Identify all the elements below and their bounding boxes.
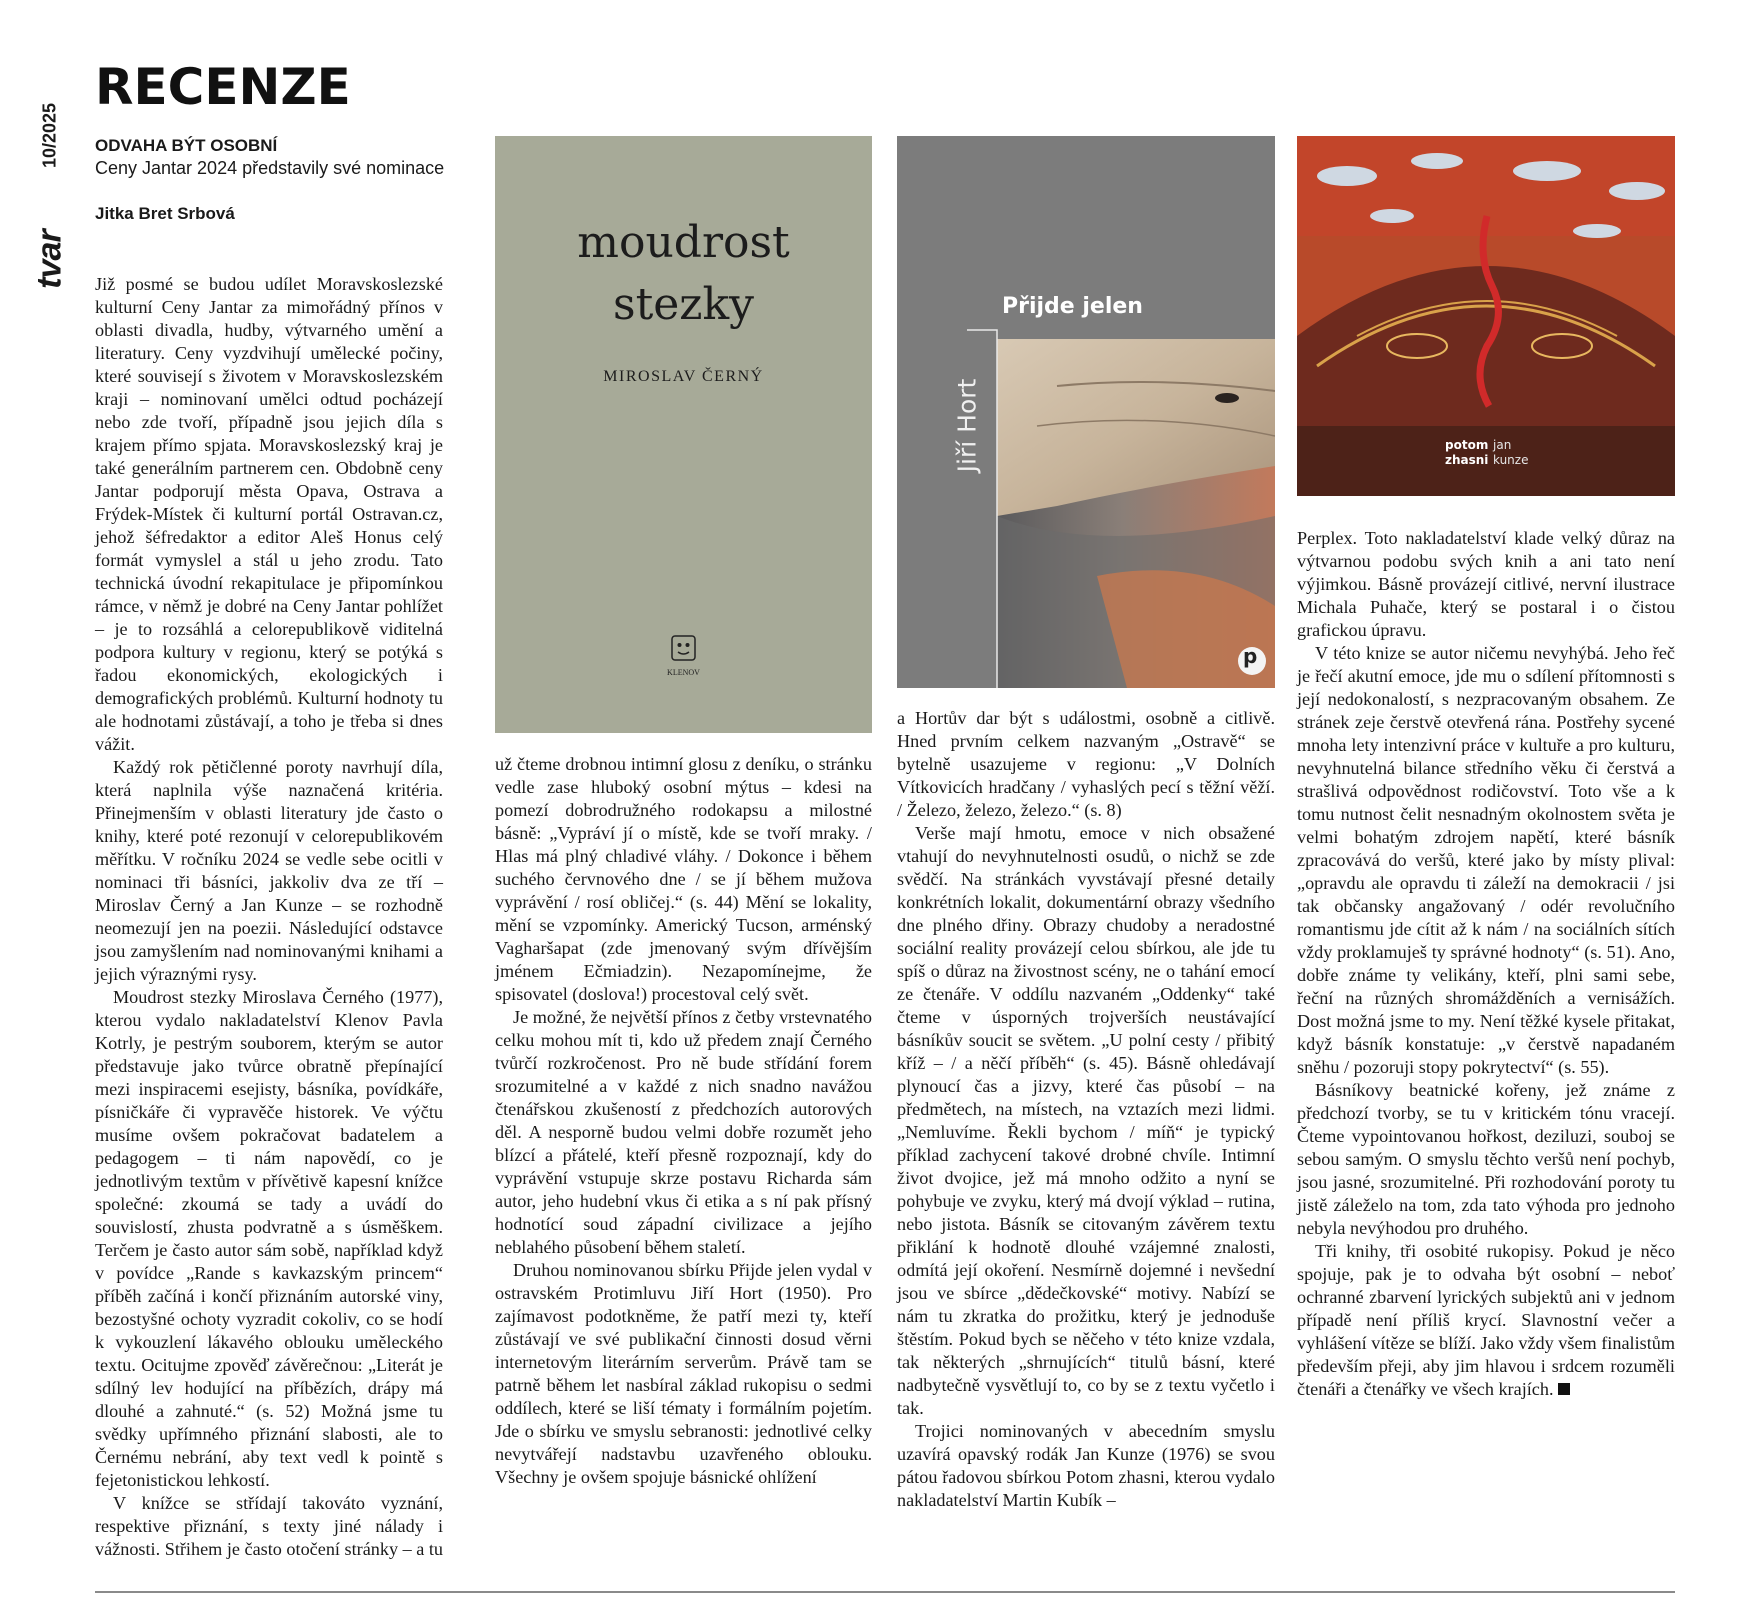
cover-title-line-1: moudrost [577,217,790,268]
paragraph: Každý rok pětičlenné poroty navrhují díla, která naplnila výše naznačená kritéria. Přinejmenším v oblasti literatury jde často o knihy, které poté rezonují v celorepublikovém měřítku. V ročníku 2024 se vedle sebe ocitli v nominaci tři básníci, jakkoliv dva ze tří – Miroslav Černý a Jan Kunze – se rozhodně neomezují jen na poezii. Následující odstavce jsou zamyšlením nad nominovanými knihami a jejich výraznými rysy. [95,757,443,984]
cover-publisher-mark: p [1243,644,1258,668]
end-mark-icon [1558,1383,1570,1395]
paragraph: V této knize se autor ničemu nevyhýbá. Jeho řeč je řečí akutní emoce, jde mu o sdílení přítomnosti s její nedokonalostí, s nezpracovaným obsahem. Ze stránek zeje čerstvě otevřená rána. Postřehy sycené mnoha lety intenzivní práce v kultuře a pro kulturu, nevyhnutelná bilance středního věku či čerstvá a strašlivá odpovědnost rodičovství. Toto vše a k tomu nutnost čelit nesnadným okolnostem světa je velmi bohatým zdrojem napětí, které básník zpracovává do veršů, které jako by místy plival: „opravdu ale opravdu ti záleží na demokracii / jsi tak občansky angažovaný / odér revolučního romantismu jde cítit až k nám / na sociálních sítích vždy proklamuješ ty správné hodnoty“ (s. 51). Ano, dobře známe ty velikány, kteří, plni sami sebe, řeční na různých shromážděních a vernisážích. Dost možná jsme to my. Není těžké kysele přitakat, když básník konstatuje: „v čerstvě napadaném sněhu / pozoruji stopy pokrytectví“ (s. 55). [1297,643,1675,1077]
paragraph: Je možné, že největší přínos z četby vrstevnatého celku mohou mít ti, kdo už předem znají Černého tvůrčí rozkročenost. Pro ně bude střídání forem srozumitelné a v každé z nich snadno navážou čtenářskou zkušeností z předchozích autorových děl. A nesporně budou velmi dobře rozumět jeho blízcí a přátelé, kteří přesně rozpoznají, kdy do vyprávění vstupuje skrze postavu Richarda sám autor, jeho hudební vkus či etika a s ní pak přísný hodnotící soud západní civilizace a jejího neblahého působení během staletí. [495,1007,872,1257]
paragraph: a Hortův dar být s událostmi, osobně a citlivě. Hned prvním celkem nazvaným „Ostravě“ se bytelně usazujeme v regionu: „V Dolních Vítkovicích hradčany / vyhaslých pecí s těžní věží. / Železo, železo, železo.“ (s. 8) [897,708,1275,820]
article-column-1 [95,273,443,1561]
paragraph: Básníkovy beatnické kořeny, jež známe z předchozí tvorby, se tu v kritickém tónu vracejí. Čteme vypointovanou hořkost, deziluzi, souboj se sebou samým. O smyslu těchto veršů není pochyb, jsou jasné, srozumitelné. Při rozhodování poroty tu jistě záleželo na tom, zda tato výhoda pro jednoho nebyla nevýhodou pro druhého. [1297,1080,1675,1238]
page-bottom-rule [95,1591,1675,1593]
article-column-2 [495,753,872,1489]
article-headline: ODVAHA BÝT OSOBNÍ [95,136,278,155]
article-column-4 [1297,527,1675,1401]
cover-author-line-1: jan [1493,438,1512,452]
paragraph: Moudrost stezky Miroslava Černého (1977), kterou vydalo nakladatelství Klenov Pavla Kotrly, je pestrým souborem, kterým se autor představuje jako tvůrce obratně přepínající mezi inspiracemi esejisty, básníka, povídkáře, písničkáře či vypravěče historek. Ve výčtu musíme ovšem pokračovat badatelem a pedagogem – ti nám napovědí, co je jednotlivým textům v přívětivě kapesní knížce společné: zkoumá se tady a uvádí do souvislostí, zhusta podvratně a s úsměškem. Terčem je často autor sám sobě, například když v povídce „Rande s kavkazským princem“ příběh začíná i končí přiznáním autorské viny, bezostyšné ochoty vyzradit cokoliv, co se hodí k vykouzlení lákavého oblouku uměleckého textu. Ocitujme zpověď závěrečnou: „Literát je sdílný lev hodující na příbězích, drápy má dlouhé a zahnuté.“ (s. 52) Možná jsme tu svědky upřímného přiznání slabosti, ale to Černému nebrání, aby text vedl k pointě s fejetonistickou lehkostí. [95,987,443,1490]
book-cover-moudrost-stezky [495,136,872,733]
paragraph: Trojici nominovaných v abecedním smyslu uzavírá opavský rodák Jan Kunze (1976) se svou pátou řadovou sbírkou Potom zhasni, kterou vydalo nakladatelství Martin Kubík – [897,1421,1275,1510]
paragraph-last [1297,1240,1675,1401]
book-cover-prijde-jelen [897,136,1275,688]
cover-author-line-2: kunze [1493,453,1529,467]
magazine-logo: tvar [30,230,69,289]
cover-title-line-2: zhasni [1445,453,1489,467]
cover-author: Jiří Hort [952,378,982,473]
paragraph: Verše mají hmotu, emoce v nich obsažené vtahují do nevyhnutelnosti osudů, o nichž se zde svědčí. Na stránkách vyvstávají přesné detaily konkrétních lokalit, dokumentární obrazy všedního dne plného dřiny. Obrazy chudoby a neradostné sociální reality provázejí celou sbírkou, ale jde tu spíš o důraz na živostnost scény, ne o tahání emocí ze čtenáře. V oddílu nazvaném „Oddenky“ také čteme v úsporných trojverších neustávající básníkův soucit se světem. „U polní cesty / přibitý kříž – / a něčí příběh“ (s. 45). Básně ohledávají plynoucí čas a jizvy, které čas působí – na předmětech, na místech, na vztazích mezi lidmi. „Nemluvíme. Řekli bychom / míň“ je typický příklad zachycení takové drobné chvíle. Intimní život dvojice, jež má mnoho odžito a nyní se pohybuje ve zvyku, který má dvojí výklad – rutina, nebo jistota. Básník se citovaným závěrem textu přiklání k hodnotě dlouhé vzájemné znalosti, odmítá její okoření. Nesmírně dojemné i nevšední jsou ve sbírce „dědečkovské“ motivy. Nabízí se nám tu zkratka do prožitku, který je jednoduše štěstím. Pokud bych se něčeho v této knize vzdala, tak některých „shrnujících“ titulů básní, které nadbytečně vysvětlují to, co by se z textu vyčetlo i tak. [897,823,1275,1418]
issue-number: 10/2025 [39,102,60,169]
article-author: Jitka Bret Srbová [95,204,235,223]
magazine-margin [30,70,70,305]
cover-title: Přijde jelen [1002,294,1143,319]
paragraph: Již posmé se budou udílet Moravskoslezské kulturní Ceny Jantar za mimořádný přínos v oblasti divadla, hudby, výtvarného umění a literatury. Ceny vyzdvihují umělecké počiny, které souvisejí s životem v Moravskoslezském kraji – nominovaní umělci odtud pocházejí nebo zde tvoří, případně jsou jejich díla s krajem přímo spjata. Moravskoslezský kraj je také generálním partnerem cen. Obdobně ceny Jantar podporují města Opava, Ostrava a Frýdek-Místek či kulturní portál Ostravan.cz, jehož šéfredaktor a editor Aleš Honus celý formát vymyslel a stál u jeho zrodu. Tato technická úvodní rekapitulace je připomínkou rámce, v němž je dobré na Ceny Jantar pohlížet – je to rozsáhlá a celorepublikově viditelná podpora kultury v regionu, který se potýká s řadou ekonomických, ekologických i demografických problémů. Kulturní hodnoty tu ale hodnotami zůstávají, a toho je třeba si dnes vážit. [95,274,443,754]
paragraph: Perplex. Toto nakladatelství klade velký důraz na výtvarnou podobu svých knih a ani tato není výjimkou. Básně provázejí citlivé, nervní ilustrace Michala Puhače, který se postaral i o čistou grafickou úpravu. [1297,528,1675,640]
cover-author: MIROSLAV ČERNÝ [603,368,764,385]
article-column-3 [897,707,1275,1512]
paragraph: už čteme drobnou intimní glosu z deníku, o stránku vedle zase hluboký osobní mýtus – kdesi na pomezí dobrodružného rodokapsu a milostné básně: „Vypráví jí o místě, kde se tvoří mraky. / Hlas má plný chladivé vláhy. / Dokonce i během suchého červnového dne / se jí během mužova vyprávění / rosí obličej.“ (s. 44) Mění se lokality, mění se vzpomínky. Americký Tucson, arménský Vagharšapat (zde jmenovaný svým dřívějším jménem Ečmiadzin). Nezapomínejme, že spisovatel (doslova!) procestoval celý svět. [495,754,872,1004]
paragraph: V knížce se střídají takováto vyznání, respektive přiznání, s texty jiné nálady i vážnosti. Střihem je často otočení stránky – a tu [95,1493,444,1559]
book-cover-potom-zhasni [1297,136,1675,496]
paragraph: Tři knihy, tři osobité rukopisy. Pokud je něco spojuje, pak je to odvaha být osobní – neboť ochranné zbarvení lyrických subjektů ani v jednom případě není příliš krycí. Slavnostní večer a vyhlášení vítěze se blíží. Jako vždy všem finalistům především přeji, aby jim hlavou i srdcem rozuměli čtenáři a čtenářky ve všech krajích. [1297,1241,1675,1399]
cover-title-line-2: stezky [612,279,754,330]
cover-title-line-1: potom [1445,438,1489,452]
cover-publisher: KLENOV [667,668,700,677]
section-title: RECENZE [95,58,351,116]
publisher-logo-icon [669,634,698,662]
paragraph: Druhou nominovanou sbírku Přijde jelen vydal v ostravském Protimluvu Jiří Hort (1950). Pro zajímavost podotkněme, že patří mezi ty, kteří zůstávají ve své publikační činnosti dosud věrni internetovým literárním serverům. Právě tam se patrně během let nasbíral základ rukopisu o sedmi oddílech, které se liší tématy i formálním pojetím. Jde o sbírku ve smyslu sebranosti: jednotlivé celky nevytvářejí nadstavbu uzavřeného oblouku. Všechny je ovšem spojuje básnické ohlížení [495,1260,872,1487]
article-subtitle: Ceny Jantar 2024 představily své nominace [95,158,445,178]
